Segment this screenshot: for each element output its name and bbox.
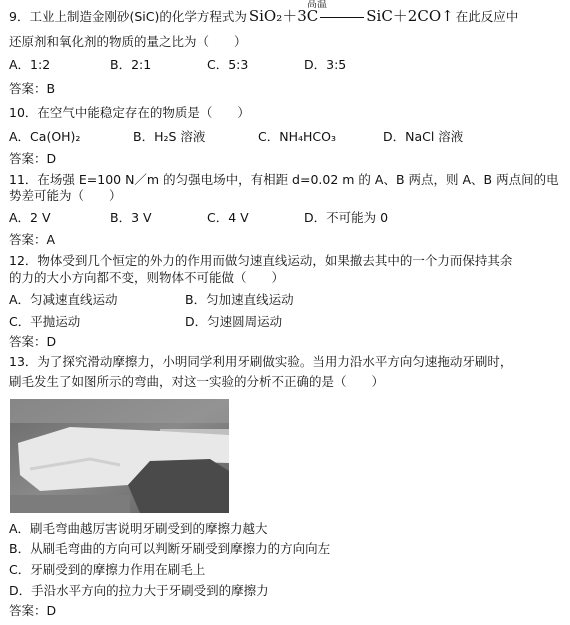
q10-stem: 10．在空气中能稳定存在的物质是（ ） xyxy=(9,105,250,120)
q13-stem-line1: 13．为了探究滑动摩擦力，小明同学利用牙刷做实验。当用力沿水平方向匀速拖动牙刷时， xyxy=(9,354,513,369)
q11-option-d: D．不可能为 0 xyxy=(304,210,389,225)
q11-stem-line2: 势差可能为（ ） xyxy=(9,188,122,203)
q13-option-b: B．从刷毛弯曲的方向可以判断牙刷受到摩擦力的方向向左 xyxy=(9,541,331,556)
q12-option-d: D．匀速圆周运动 xyxy=(185,314,283,329)
q9-reaction-condition: 高温 xyxy=(306,0,327,10)
q9-answer: 答案：B xyxy=(9,81,56,96)
q11-answer: 答案：A xyxy=(9,232,56,247)
q11-option-b: B．3 V xyxy=(110,210,152,225)
q10-option-d: D．NaCl 溶液 xyxy=(383,129,464,144)
q12-option-a: A．匀减速直线运动 xyxy=(9,292,118,307)
q9-reaction-arrow xyxy=(320,17,364,18)
q10-option-b: B．H₂S 溶液 xyxy=(133,129,206,144)
q12-answer: 答案：D xyxy=(9,334,57,349)
q13-option-c: C．牙刷受到的摩擦力作用在刷毛上 xyxy=(9,562,206,577)
q9-suffix: 在此反应中 xyxy=(455,9,519,24)
q10-option-a: A．Ca(OH)₂ xyxy=(9,129,81,144)
q10-option-c: C．NH₄HCO₃ xyxy=(258,129,336,144)
q13-option-d: D．手沿水平方向的拉力大于牙刷受到的摩擦力 xyxy=(9,583,269,598)
q12-stem-line2: 的力的大小方向都不变，则物体不可能做（ ） xyxy=(9,270,285,285)
q9-option-b: B．2:1 xyxy=(110,57,152,72)
q12-option-b: B．匀加速直线运动 xyxy=(185,292,294,307)
q12-stem-line1: 12．物体受到几个恒定的外力的作用而做匀速直线运动，如果撤去其中的一个力而保持其余 xyxy=(9,253,513,268)
toothbrush-photo xyxy=(10,399,229,513)
toothbrush-photo-drawing xyxy=(10,399,229,513)
q13-stem-line2: 刷毛发生了如图所示的弯曲，对这一实验的分析不正确的是（ ） xyxy=(9,374,385,389)
q11-option-a: A．2 V xyxy=(9,210,51,225)
q9-products: SiC＋2CO↑ xyxy=(366,7,454,25)
q13-option-a: A．刷毛弯曲越厉害说明牙刷受到的摩擦力越大 xyxy=(9,521,268,536)
q9-option-a: A．1:2 xyxy=(9,57,51,72)
q10-answer: 答案：D xyxy=(9,151,57,166)
q11-stem-line1: 11．在场强 E=100 N／m 的匀强电场中，有相距 d=0.02 m 的 A、B 两点，则 A、B 两点间的电 xyxy=(9,172,559,187)
q9-option-c: C．5:3 xyxy=(207,57,249,72)
q9-chemical-equation xyxy=(248,0,454,25)
q13-answer: 答案：D xyxy=(9,603,57,618)
q9-reactants: SiO₂＋3C xyxy=(248,7,319,25)
q9-stem-line1 xyxy=(9,0,519,25)
q12-option-c: C．平抛运动 xyxy=(9,314,81,329)
q9-prefix: 9．工业上制造金刚砂(SiC)的化学方程式为 xyxy=(9,9,247,24)
q9-option-d: D．3:5 xyxy=(304,57,347,72)
q11-option-c: C．4 V xyxy=(207,210,249,225)
q9-stem-line2: 还原剂和氧化剂的物质的量之比为（ ） xyxy=(9,34,247,49)
